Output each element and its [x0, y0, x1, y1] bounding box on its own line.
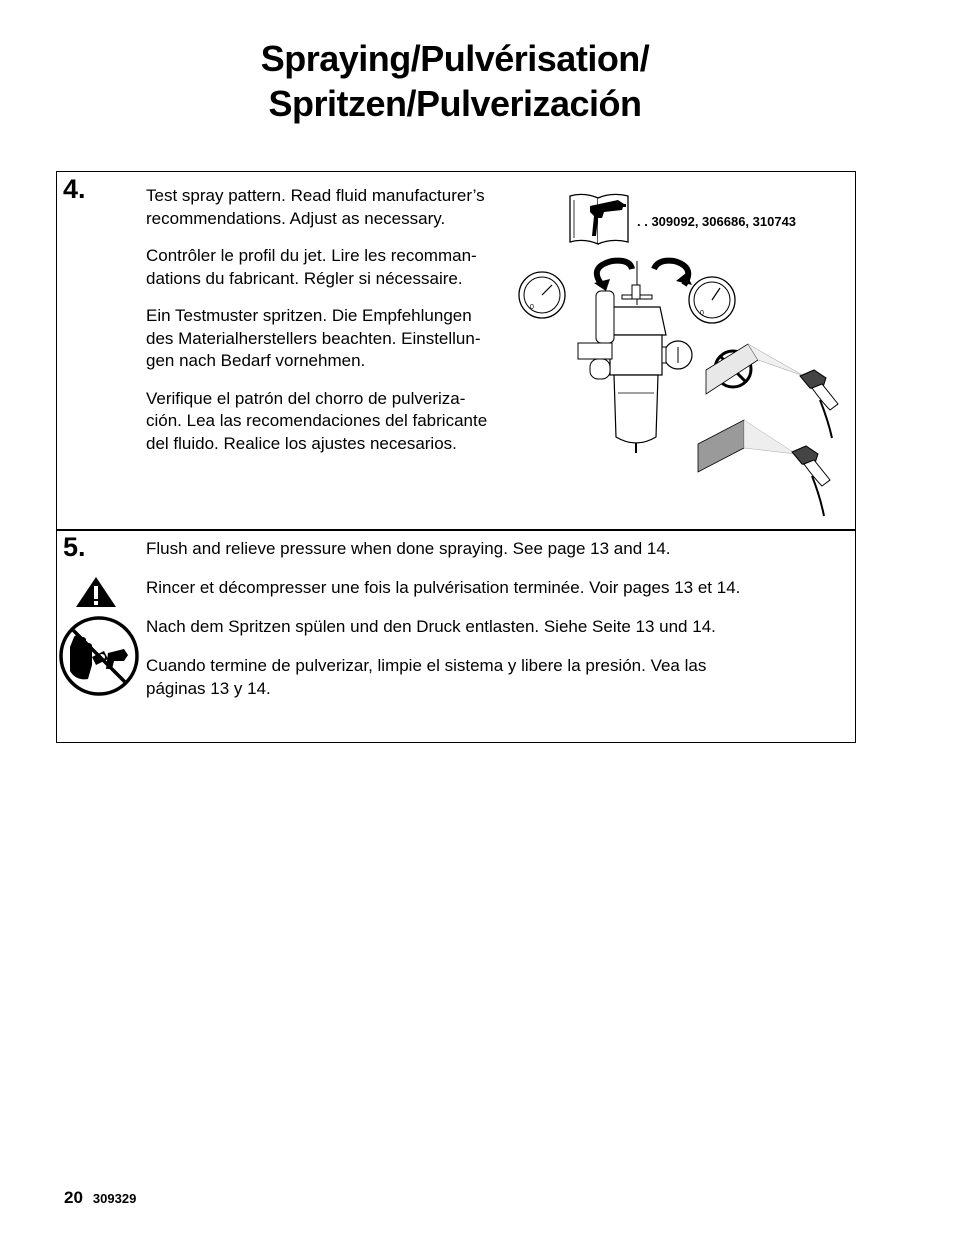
step-4-paragraph-de: Ein Testmuster spritzen. Die Empfehlungen des Materialherstellers beachten. Einstellun- gen nach Bedarf vornehmen. [146, 306, 481, 370]
spray-pattern-uneven-illustration [704, 340, 844, 520]
step-4-paragraph-es: Verifique el patrón del chorro de pulveriza- ción. Lea las recomendaciones del fabricante del fluido. Realice los ajustes necesarios. [146, 388, 488, 453]
gauge-left-zero: 0 [530, 304, 534, 311]
spray-gun-upper [800, 370, 838, 438]
manual-references: . . 309092, 306686, 310743 [637, 214, 797, 229]
spray-gun-lower [792, 446, 830, 516]
step-5-paragraph-es: Cuando termine de pulverizar, limpie el sistema y libere la presión. Vea las páginas 13 y 14. [146, 656, 707, 698]
step-4-paragraph-fr: Contrôler le profil du jet. Lire les recomman- dations du fabricant. Régler si nécessaire. [146, 246, 477, 288]
step-4-number: 4. [63, 174, 86, 204]
page-title [0, 36, 910, 126]
step-4-text [146, 185, 536, 470]
gauge-right-zero: 0 [700, 310, 704, 317]
step-5-box [56, 529, 856, 743]
no-hand-at-spray-tip-icon [58, 615, 140, 697]
step-4-paragraph-en: Test spray pattern. Read fluid manufacturer’s recommendations. Adjust as necessary. [146, 186, 485, 228]
document-number: 309329 [92, 1191, 137, 1206]
page-title-line-1: Spraying/Pulvérisation/ [260, 38, 650, 79]
page-number: 20 [64, 1188, 83, 1207]
pressure-gauge-right [689, 277, 735, 323]
page-title-line-2: Spritzen/Pulverización [268, 83, 642, 124]
book-with-spray-gun-icon [568, 188, 632, 246]
pressure-gauge-left [519, 272, 565, 318]
warning-triangle-icon [75, 576, 117, 608]
page-footer [64, 1188, 136, 1208]
step-5-number: 5. [63, 532, 86, 562]
step-5-text [146, 538, 836, 717]
step-5-paragraph-de: Nach dem Spritzen spülen und den Druck entlasten. Siehe Seite 13 und 14. [146, 617, 716, 636]
step-5-paragraph-en: Flush and relieve pressure when done spraying. See page 13 and 14. [146, 539, 671, 558]
step-5-paragraph-fr: Rincer et décompresser une fois la pulvérisation terminée. Voir pages 13 et 14. [146, 578, 741, 597]
